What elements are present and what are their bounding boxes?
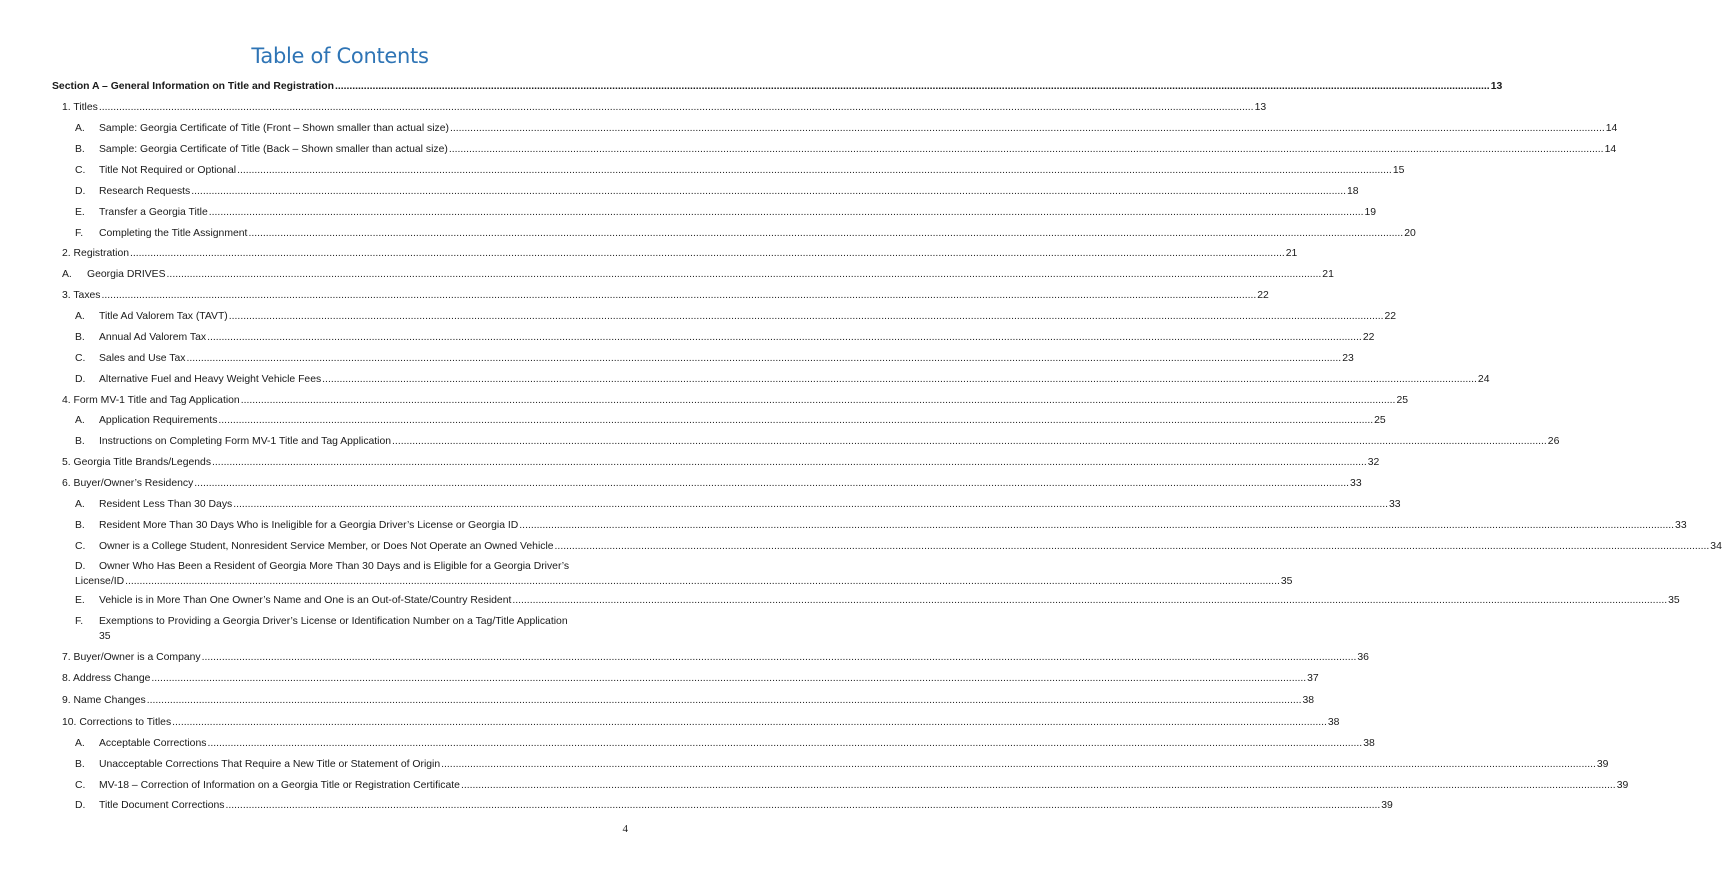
toc-entry-letter: B. xyxy=(75,332,85,343)
toc-entry-title: MV-18 – Correction of Information on a Georgia Title or Registration Certificate xyxy=(99,780,460,791)
toc-entry-title: License/ID xyxy=(75,576,125,587)
toc-entry-page: 35 xyxy=(1280,576,1293,587)
toc-leader-dots: ................................................................................................................................................................................................................................................................................................................................................................................................................ xyxy=(130,248,1285,259)
toc-entry-letter: F. xyxy=(75,228,84,239)
toc-entry-letter: A. xyxy=(75,499,85,510)
toc-entry-page: 39 xyxy=(1616,780,1629,791)
toc-entry-title: Sample: Georgia Certificate of Title (Back – Shown smaller than actual size) xyxy=(99,144,448,155)
toc-entry-letter: A. xyxy=(75,311,85,322)
toc-entry-letter: B. xyxy=(75,144,85,155)
toc-entry-letter: D. xyxy=(75,186,86,197)
toc-entry-title: Instructions on Completing Form MV-1 Title and Tag Application xyxy=(99,436,392,447)
toc-entry-letter: A. xyxy=(75,415,85,426)
toc-entry-title: Unacceptable Corrections That Require a New Title or Statement of Origin xyxy=(99,759,441,770)
toc-leader-dots: ................................................................................................................................................................................................................................................................................................................................................................................................................ xyxy=(207,738,1363,749)
toc-entry-title: 4. Form MV-1 Title and Tag Application xyxy=(62,395,240,406)
toc-leader-dots: ................................................................................................................................................................................................................................................................................................................................................................................................................ xyxy=(207,332,1362,343)
toc-entry-title: Acceptable Corrections xyxy=(99,738,207,749)
toc-entry-letter: B. xyxy=(75,436,85,447)
toc-leader-dots: ................................................................................................................................................................................................................................................................................................................................................................................................................ xyxy=(186,353,1342,364)
toc-entry-letter: D. xyxy=(75,374,86,385)
toc-entry-letter: B. xyxy=(75,759,85,770)
toc-entry-page: 34 xyxy=(1710,541,1722,552)
toc-leader-dots: ................................................................................................................................................................................................................................................................................................................................................................................................................ xyxy=(172,717,1327,728)
toc-entry-title: Research Requests xyxy=(99,186,191,197)
toc-entry-title: Vehicle is in More Than One Owner’s Name and One is an Out-of-State/Country Resident xyxy=(99,595,512,606)
toc-entry-letter: C. xyxy=(75,353,86,364)
toc-entry-title: Completing the Title Assignment xyxy=(99,228,248,239)
toc-entry-title: Georgia DRIVES xyxy=(87,269,166,280)
toc-entry-title: 6. Buyer/Owner’s Residency xyxy=(62,478,194,489)
toc-entry-page: 13 xyxy=(1490,81,1503,92)
toc-entry-page: 24 xyxy=(1477,374,1490,385)
toc-entry-title: 5. Georgia Title Brands/Legends xyxy=(62,457,212,468)
toc-entry-page: 39 xyxy=(1596,759,1609,770)
toc-entry-title: Sample: Georgia Certificate of Title (Front – Shown smaller than actual size) xyxy=(99,123,449,134)
toc-entry-letter: C. xyxy=(75,780,86,791)
toc-entry-title: 2. Registration xyxy=(62,248,129,259)
toc-entry-letter: D. xyxy=(75,800,86,811)
toc-entry-page: 38 xyxy=(1363,738,1375,749)
toc-entry-page: 36 xyxy=(1357,652,1369,663)
toc-entry-title: 1. Titles xyxy=(62,102,98,113)
toc-entry-page: 33 xyxy=(1675,520,1687,531)
toc-entry-title: Exemptions to Providing a Georgia Driver’s License or Identification Number on a Tag/Title Application xyxy=(99,616,568,627)
toc-entry-title: Title Document Corrections xyxy=(99,800,225,811)
toc-leader-dots: ................................................................................................................................................................................................................................................................................................................................................................................................................ xyxy=(208,207,1364,218)
toc-entry-page: 13 xyxy=(1254,102,1267,113)
toc-entry-letter: A. xyxy=(75,738,85,749)
toc-entry-title: Title Ad Valorem Tax (TAVT) xyxy=(99,311,228,322)
toc-entry-title: Section A – General Information on Title and Registration xyxy=(52,81,334,92)
toc-entry-title: Sales and Use Tax xyxy=(99,353,186,364)
toc-leader-dots: ................................................................................................................................................................................................................................................................................................................................................................................................................ xyxy=(441,759,1596,770)
toc-leader-dots: ................................................................................................................................................................................................................................................................................................................................................................................................................ xyxy=(448,144,1604,155)
toc-leader-dots: ................................................................................................................................................................................................................................................................................................................................................................................................................ xyxy=(519,520,1675,531)
toc-leader-dots: ................................................................................................................................................................................................................................................................................................................................................................................................................ xyxy=(554,541,1710,552)
toc-entry-page: 20 xyxy=(1404,228,1416,239)
toc-entry-page: 35 xyxy=(1668,595,1680,606)
toc-entry-page: 32 xyxy=(1367,457,1380,468)
toc-leader-dots: ................................................................................................................................................................................................................................................................................................................................................................................................................ xyxy=(225,800,1381,811)
toc-entry-page: 38 xyxy=(1302,695,1315,706)
toc-leader-dots: ................................................................................................................................................................................................................................................................................................................................................................................................................ xyxy=(228,311,1384,322)
toc-entry-page: 22 xyxy=(1362,332,1375,343)
toc-entry-page: 33 xyxy=(1350,478,1362,489)
toc-entry-letter: B. xyxy=(75,520,85,531)
toc-leader-dots: ................................................................................................................................................................................................................................................................................................................................................................................................................ xyxy=(166,269,1322,280)
toc-entry-title: Title Not Required or Optional xyxy=(99,165,237,176)
toc-leader-dots: ................................................................................................................................................................................................................................................................................................................................................................................................................ xyxy=(322,374,1477,385)
toc-leader-dots: ................................................................................................................................................................................................................................................................................................................................................................................................................ xyxy=(240,395,1396,406)
toc-entry-page: 21 xyxy=(1285,248,1298,259)
toc-entry-page: 18 xyxy=(1347,186,1359,197)
toc-entry-page: 25 xyxy=(1396,395,1409,406)
toc-leader-dots: ................................................................................................................................................................................................................................................................................................................................................................................................................ xyxy=(201,652,1357,663)
toc-leader-dots: ................................................................................................................................................................................................................................................................................................................................................................................................................ xyxy=(512,595,1668,606)
toc-entry-title: Resident More Than 30 Days Who is Ineligible for a Georgia Driver’s License or Georgia ID xyxy=(99,520,519,531)
toc-leader-dots: ................................................................................................................................................................................................................................................................................................................................................................................................................ xyxy=(218,415,1374,426)
toc-entry-page: 38 xyxy=(1327,717,1340,728)
toc-entry-page: 25 xyxy=(1374,415,1386,426)
toc-leader-dots: ................................................................................................................................................................................................................................................................................................................................................................................................................ xyxy=(248,228,1404,239)
toc-entry-letter: F. xyxy=(75,616,84,627)
toc-entry-letter: C. xyxy=(75,541,86,552)
toc-entry-page: 22 xyxy=(1384,311,1397,322)
toc-entry-title: 7. Buyer/Owner is a Company xyxy=(62,652,201,663)
toc-entry-letter: D. xyxy=(75,561,86,572)
toc-entry-page: 15 xyxy=(1392,165,1405,176)
toc-leader-dots: ................................................................................................................................................................................................................................................................................................................................................................................................................ xyxy=(460,780,1616,791)
toc-entry-letter: A. xyxy=(62,269,72,280)
toc-leader-dots: ................................................................................................................................................................................................................................................................................................................................................................................................................ xyxy=(146,695,1302,706)
toc-entry-page: 14 xyxy=(1605,123,1618,134)
toc-entry-title: Resident Less Than 30 Days xyxy=(99,499,233,510)
toc-leader-dots: ................................................................................................................................................................................................................................................................................................................................................................................................................ xyxy=(125,576,1280,587)
toc-entry-title: Owner is a College Student, Nonresident Service Member, or Does Not Operate an Owned Vehicle xyxy=(99,541,554,552)
toc-entry-page: 19 xyxy=(1364,207,1377,218)
toc-leader-dots: ................................................................................................................................................................................................................................................................................................................................................................................................................ xyxy=(191,186,1347,197)
toc-leader-dots: ................................................................................................................................................................................................................................................................................................................................................................................................................ xyxy=(101,290,1257,301)
toc-entry-page: 23 xyxy=(1342,353,1354,364)
toc-entry-letter: E. xyxy=(75,595,85,606)
toc-entry-title: Transfer a Georgia Title xyxy=(99,207,208,218)
toc-entry-title: 3. Taxes xyxy=(62,290,101,301)
toc-leader-dots: ................................................................................................................................................................................................................................................................................................................................................................................................................ xyxy=(392,436,1547,447)
toc-leader-dots: ................................................................................................................................................................................................................................................................................................................................................................................................................ xyxy=(194,478,1350,489)
toc-entry-title: 10. Corrections to Titles xyxy=(62,717,172,728)
toc-leader-dots: ................................................................................................................................................................................................................................................................................................................................................................................................................ xyxy=(98,102,1254,113)
toc-leader-dots: ................................................................................................................................................................................................................................................................................................................................................................................................................ xyxy=(212,457,1367,468)
toc-entry-page: 37 xyxy=(1307,673,1319,684)
toc-entry-title: Alternative Fuel and Heavy Weight Vehicle Fees xyxy=(99,374,322,385)
toc-entry-title: Application Requirements xyxy=(99,415,218,426)
toc-entry-page: 39 xyxy=(1381,800,1393,811)
toc-entry-page: 26 xyxy=(1547,436,1560,447)
toc-entry-page: 33 xyxy=(1388,499,1401,510)
toc-leader-dots: ................................................................................................................................................................................................................................................................................................................................................................................................................ xyxy=(237,165,1392,176)
page-number: 4 xyxy=(622,823,628,835)
toc-entry-page: 14 xyxy=(1604,144,1617,155)
toc-entry-letter: E. xyxy=(75,207,85,218)
toc-leader-dots: ................................................................................................................................................................................................................................................................................................................................................................................................................ xyxy=(233,499,1388,510)
toc-entry-page: 35 xyxy=(99,631,111,642)
toc-entry-title: 8. Address Change xyxy=(62,673,151,684)
toc-entry-title: Annual Ad Valorem Tax xyxy=(99,332,207,343)
toc-leader-dots: ................................................................................................................................................................................................................................................................................................................................................................................................................ xyxy=(334,81,1490,92)
toc-entry-letter: C. xyxy=(75,165,86,176)
toc-entry-page: 21 xyxy=(1322,269,1334,280)
toc-leader-dots: ................................................................................................................................................................................................................................................................................................................................................................................................................ xyxy=(151,673,1307,684)
toc-entry-title: Owner Who Has Been a Resident of Georgia More Than 30 Days and is Eligible for a Georgia Driver’s xyxy=(99,561,570,572)
toc-entry-title: 9. Name Changes xyxy=(62,695,146,706)
page-title: Table of Contents xyxy=(251,44,429,68)
toc-entry-letter: A. xyxy=(75,123,85,134)
toc-entry-page: 22 xyxy=(1257,290,1269,301)
toc-leader-dots: ................................................................................................................................................................................................................................................................................................................................................................................................................ xyxy=(449,123,1605,134)
